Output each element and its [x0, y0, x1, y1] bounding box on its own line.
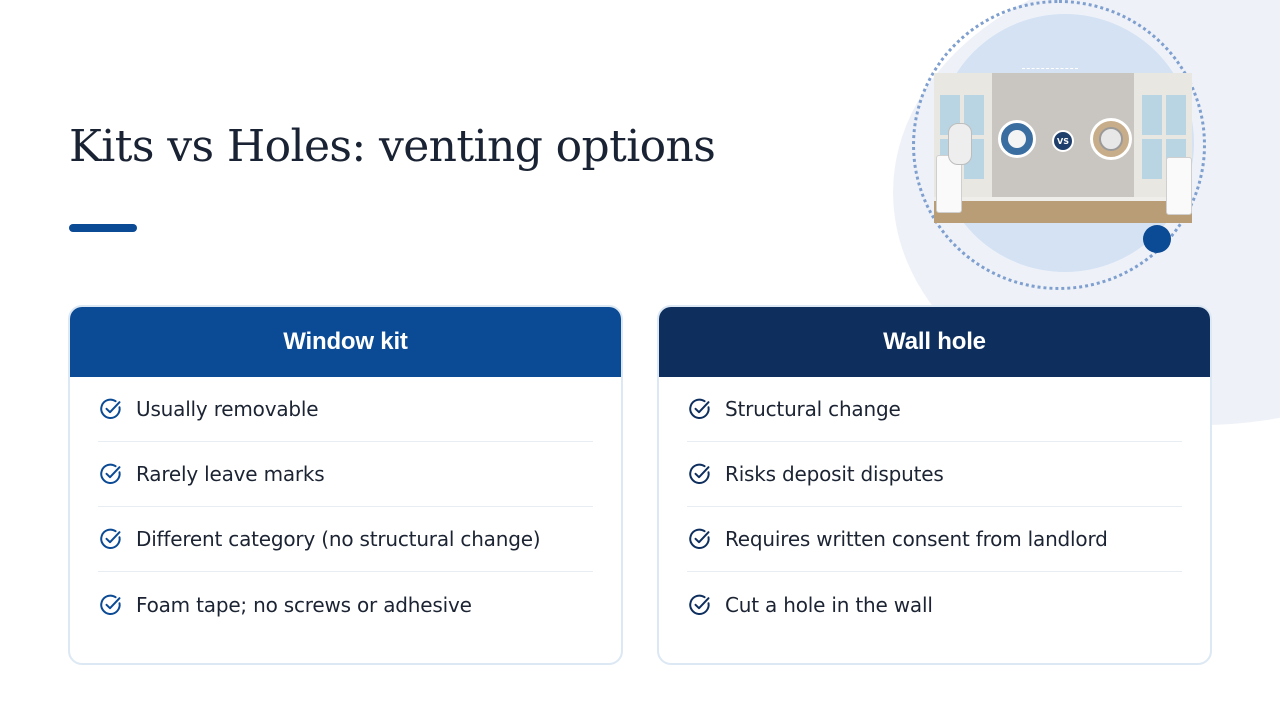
venting-illustration — [912, 0, 1212, 300]
window-kit-list — [70, 377, 621, 637]
card-heading: Window kit — [70, 307, 621, 377]
check-circle-icon — [98, 592, 124, 618]
list-item — [687, 507, 1182, 572]
list-item — [687, 377, 1182, 442]
check-circle-icon — [98, 526, 124, 552]
comparison-connector — [1022, 68, 1078, 69]
accent-dot — [1143, 225, 1171, 253]
window-kit-card — [68, 305, 623, 665]
title-underline — [69, 224, 137, 232]
list-item — [687, 572, 1182, 637]
portable-ac-right — [1166, 157, 1192, 215]
list-item — [98, 377, 593, 442]
check-circle-icon — [98, 461, 124, 487]
check-circle-icon — [687, 526, 713, 552]
list-item — [98, 572, 593, 637]
list-item-text: Rarely leave marks — [136, 462, 325, 486]
slide-title: Kits vs Holes: venting options — [69, 121, 716, 172]
list-item — [687, 442, 1182, 507]
list-item — [98, 507, 593, 572]
list-item-text: Structural change — [725, 397, 901, 421]
list-item-text: Usually removable — [136, 397, 319, 421]
check-circle-icon — [687, 592, 713, 618]
list-item-text: Cut a hole in the wall — [725, 592, 933, 617]
wall-vent-icon — [1090, 118, 1132, 160]
check-circle-icon — [98, 396, 124, 422]
list-item-text: Risks deposit disputes — [725, 462, 944, 486]
check-circle-icon — [687, 396, 713, 422]
wall-hole-list — [659, 377, 1210, 637]
window-kit-icon — [998, 120, 1036, 158]
list-item-text: Requires written consent from landlord — [725, 527, 1108, 551]
card-heading: Wall hole — [659, 307, 1210, 377]
room-floor — [934, 201, 1192, 223]
check-circle-icon — [687, 461, 713, 487]
exhaust-hose-left — [948, 123, 972, 165]
vs-badge: VS — [1052, 130, 1074, 152]
list-item-text: Different category (no structural change) — [136, 527, 541, 551]
list-item-text: Foam tape; no screws or adhesive — [136, 592, 472, 617]
wall-hole-card — [657, 305, 1212, 665]
list-item — [98, 442, 593, 507]
